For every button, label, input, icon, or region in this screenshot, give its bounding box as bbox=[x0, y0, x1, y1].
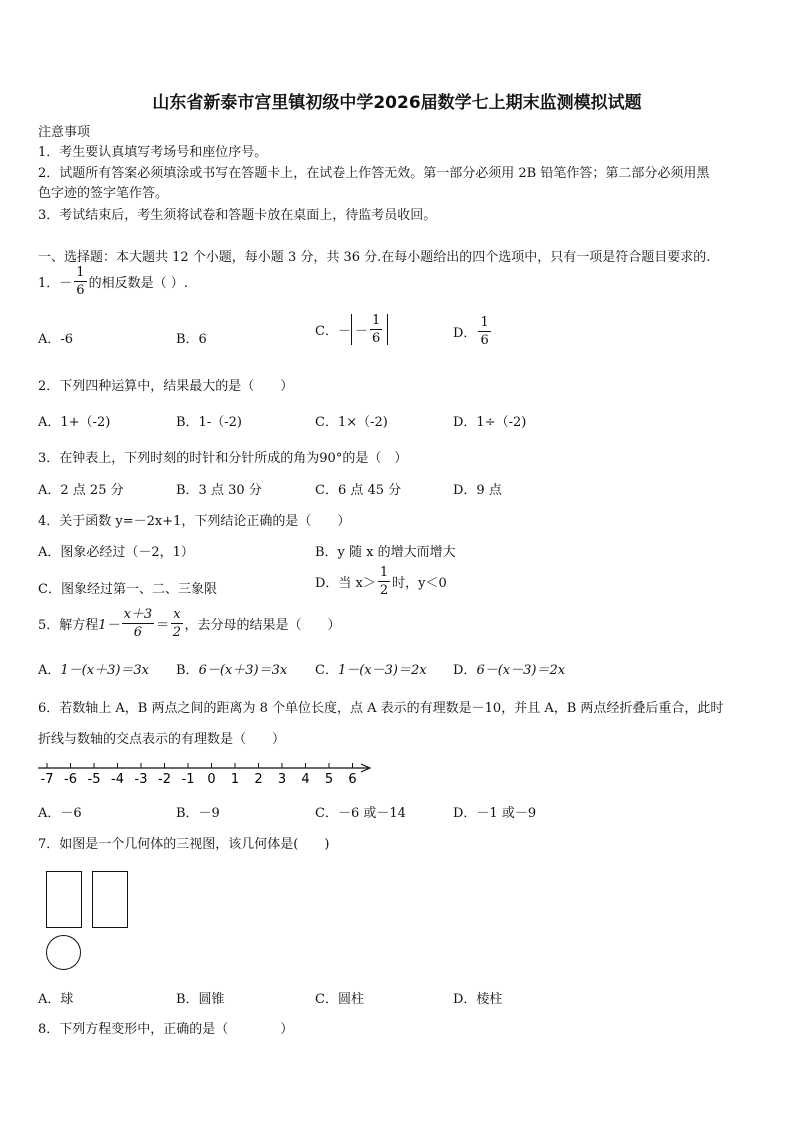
q1-c-denominator: 6 bbox=[371, 331, 381, 346]
number-line-tick-label: -3 bbox=[134, 772, 148, 787]
q7-option-a: A．球 bbox=[38, 992, 74, 1007]
front-view-rect bbox=[46, 871, 82, 928]
number-line-tick-label: 1 bbox=[230, 772, 240, 787]
q1-option-d-label: D． bbox=[453, 326, 477, 341]
number-line-tick-label: -4 bbox=[111, 772, 124, 787]
number-line bbox=[36, 758, 376, 788]
q5-c-label: C． bbox=[315, 663, 338, 678]
notice-heading: 注意事项 bbox=[38, 125, 91, 140]
q1-fraction bbox=[74, 266, 86, 297]
section-header: 一、选择题：本大题共 12 个小题，每小题 3 分，共 36 分.在每小题给出的四个选项中，只有一项是符合题目要求的. bbox=[38, 250, 711, 265]
q4-option-d bbox=[315, 566, 447, 597]
q1-option-c-label: C． bbox=[315, 324, 338, 339]
q5-numerator-1: x＋3 bbox=[123, 607, 153, 622]
q5-option-a bbox=[38, 659, 149, 678]
q5-fraction-1 bbox=[122, 608, 155, 639]
side-view-rect bbox=[92, 871, 128, 928]
question-1-number: 1． bbox=[38, 276, 60, 291]
notice-line-2b: 色字迹的签字笔作答。 bbox=[38, 186, 169, 201]
question-8-stem: 8．下列方程变形中，正确的是（ ） bbox=[38, 1022, 294, 1037]
q6-option-c: C．－6 或－14 bbox=[315, 806, 406, 821]
number-line-tick-label: -5 bbox=[87, 772, 101, 787]
number-line-tick-label: 5 bbox=[324, 772, 334, 787]
q6-option-b: B．－9 bbox=[176, 806, 220, 821]
question-7-stem: 7．如图是一个几何体的三视图，该几何体是( ) bbox=[38, 837, 330, 852]
q5-a-label: A． bbox=[38, 663, 61, 678]
q4-d-fraction bbox=[378, 566, 390, 597]
q4-option-a: A．图象必经过（－2，1） bbox=[38, 545, 194, 560]
q5-equals: ＝ bbox=[156, 618, 170, 633]
q1-d-denominator: 6 bbox=[480, 333, 489, 348]
q5-a-expr: 1－(x＋3)＝3x bbox=[60, 663, 150, 678]
q5-option-c bbox=[315, 659, 427, 678]
q1-c-fraction bbox=[370, 314, 382, 345]
q5-d-label: D． bbox=[453, 663, 477, 678]
q3-option-c: C．6 点 45 分 bbox=[315, 483, 402, 498]
q5-b-expr: 6－(x＋3)＝3x bbox=[198, 663, 288, 678]
q1-option-c bbox=[315, 314, 388, 345]
q1-c-numerator: 1 bbox=[371, 313, 381, 328]
q1-option-a: A．-6 bbox=[38, 332, 74, 347]
q1-option-b: B．6 bbox=[176, 332, 207, 347]
q5-option-b bbox=[176, 659, 287, 678]
q3-option-d: D．9 点 bbox=[453, 483, 502, 498]
q1-d-numerator: 1 bbox=[480, 315, 489, 330]
number-line-tick-label: -7 bbox=[40, 772, 54, 787]
q4-d-tail: 时，y＜0 bbox=[392, 576, 447, 591]
q5-denominator-1: 6 bbox=[133, 625, 142, 640]
number-line-tick-label: 6 bbox=[348, 772, 357, 787]
q5-denominator-2: 2 bbox=[172, 625, 181, 640]
question-1-stem bbox=[38, 266, 188, 297]
q4-d-numerator: 1 bbox=[379, 565, 389, 580]
number-line-tick-label: 3 bbox=[277, 772, 287, 787]
q4-option-b: B．y 随 x 的增大而增大 bbox=[315, 545, 456, 560]
number-line-tick-label: 0 bbox=[207, 772, 216, 787]
q6-option-a: A．－6 bbox=[38, 806, 82, 821]
number-line-tick-label: -1 bbox=[181, 772, 195, 787]
q1-numerator: 1 bbox=[76, 265, 85, 280]
q5-fraction-2 bbox=[171, 608, 182, 639]
q1-d-fraction bbox=[478, 316, 490, 347]
question-3-stem: 3．在钟表上，下列时刻的时针和分针所成的角为90°的是（ ） bbox=[38, 451, 408, 466]
question-6-line-2: 折线与数轴的交点表示的有理数是（ ） bbox=[38, 732, 286, 747]
number-line-tick-label: 4 bbox=[301, 772, 310, 787]
question-6-line-1: 6．若数轴上 A，B 两点之间的距离为 8 个单位长度，点 A 表示的有理数是－10，并且 A，B 两点经折叠后重合，此时 bbox=[38, 701, 724, 716]
number-line-tick-label: 2 bbox=[254, 772, 263, 787]
notice-line-1: 1．考生要认真填写考场号和座位序号。 bbox=[38, 145, 268, 160]
q4-d-denominator: 2 bbox=[379, 583, 389, 598]
q5-c-expr: 1－(x－3)＝2x bbox=[337, 663, 427, 678]
q1-denominator: 6 bbox=[76, 283, 85, 298]
q1-c-inner-minus: － bbox=[354, 324, 368, 339]
q5-option-d bbox=[453, 659, 565, 678]
page-title: 山东省新泰市宫里镇初级中学2026届数学七上期末监测模拟试题 bbox=[152, 93, 642, 113]
q1-c-minus: － bbox=[337, 324, 351, 339]
question-5-stem bbox=[38, 608, 341, 639]
q2-option-d: D．1÷（-2) bbox=[453, 415, 527, 430]
q3-option-a: A．2 点 25 分 bbox=[38, 483, 124, 498]
q5-prefix: 5．解方程 bbox=[38, 618, 99, 633]
q3-option-b: B．3 点 30 分 bbox=[176, 483, 262, 498]
q7-option-d: D．棱柱 bbox=[453, 992, 503, 1007]
q2-option-b: B．1-（-2) bbox=[176, 415, 242, 430]
q2-option-a: A．1+（-2) bbox=[38, 415, 111, 430]
q5-one: 1－ bbox=[98, 618, 120, 633]
q5-tail: ，去分母的结果是（ ） bbox=[184, 618, 341, 633]
q1-c-abs bbox=[351, 314, 388, 345]
q6-option-d: D．－1 或－9 bbox=[453, 806, 537, 821]
notice-line-2a: 2．试题所有答案必须填涂或书写在答题卡上，在试卷上作答无效。第一部分必须用 2B 铅笔作答；第二部分必须用黑 bbox=[38, 166, 710, 181]
top-view-circle bbox=[46, 935, 81, 970]
q1-option-d bbox=[453, 316, 493, 347]
q5-d-expr: 6－(x－3)＝2x bbox=[476, 663, 566, 678]
question-2-stem: 2．下列四种运算中，结果最大的是（ ） bbox=[38, 379, 294, 394]
notice-line-3: 3．考试结束后，考生须将试卷和答题卡放在桌面上，待监考员收回。 bbox=[38, 208, 437, 223]
q7-option-b: B．圆锥 bbox=[176, 992, 225, 1007]
q4-option-c: C．图象经过第一、二、三象限 bbox=[38, 582, 217, 597]
q1-tail: 的相反数是（ ）. bbox=[88, 276, 188, 291]
number-line-tick-label: -6 bbox=[64, 772, 77, 787]
question-4-stem: 4．关于函数 y=－2x+1，下列结论正确的是（ ） bbox=[38, 514, 351, 529]
number-line-tick-label: -2 bbox=[158, 772, 171, 787]
q5-b-label: B． bbox=[176, 663, 199, 678]
q5-numerator-2: x bbox=[173, 607, 181, 622]
q1-minus: － bbox=[59, 276, 73, 291]
q2-option-c: C．1×（-2) bbox=[315, 415, 388, 430]
q7-option-c: C．圆柱 bbox=[315, 992, 364, 1007]
q4-d-label: D．当 x＞ bbox=[315, 576, 376, 591]
